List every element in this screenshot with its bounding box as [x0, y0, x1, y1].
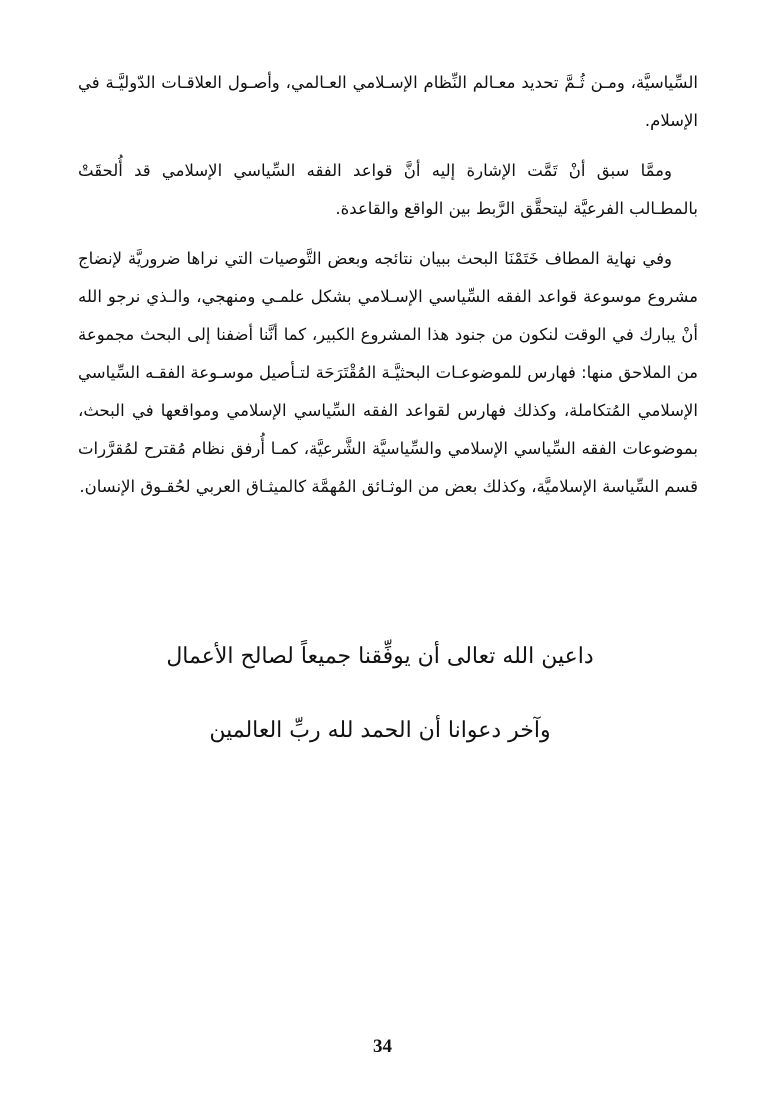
- closing-prayer: [100, 620, 660, 768]
- paragraph-2: وممَّا سبق أنْ تَمَّت الإشارة إليه أنَّ قواعد الفقه السِّياسي الإسلامي قد أُلحقَتْ بالمطـالب الفرعيَّة ليتحقَّق الرَّبط بين الواقع والقاعدة.: [78, 161, 698, 218]
- paragraph-1: السِّياسيَّة، ومـن ثُـمَّ تحديد معـالم النِّظام الإسـلامي العـالمي، وأصـول العلاقـات الدّوليَّـة في الإسلام.: [78, 73, 698, 130]
- page-number: 34: [373, 1036, 392, 1057]
- body-text: [78, 64, 698, 518]
- closing-line-2: وآخر دعوانا أن الحمد لله ربِّ العالمين: [209, 718, 551, 743]
- paragraph-3: وفي نهاية المطاف خَتَمْنَا البحث ببيان نتائجه وبعض التَّوصيات التي نراها ضروريَّة لإنضاج مشروع موسوعة قواعد الفقه السِّياسي الإسـلامي بشكل علمـي ومنهجي، والـذي نرجو الله أنْ يبارك في الوقت لنكون من جنود هذا المشروع الكبير، كما أنَّنا أضفنا إلى البحث مجموعة من الملاحق منها: فهارس للموضوعـات البحثيَّـة المُقْتَرَحَة لتـأصيل موسـوعة الفقـه السِّياسي الإسلامي المُتكاملة، وكذلك فهارس لقواعد الفقه السِّياسي الإسلامي ومواقعها في البحث، بموضوعات الفقه السِّياسي الإسلامي والسِّياسيَّة الشَّرعيَّة، كمـا أُرفق نظام مُقترح لمُقرَّرات قسم السِّياسة الإسلاميَّة، وكذلك بعض من الوثـائق المُهمَّة كالميثـاق العربي لحُقـوق الإنسان.: [78, 249, 698, 496]
- closing-line-1: داعين الله تعالى أن يوفِّقنا جميعاً لصالح الأعمال: [166, 644, 594, 669]
